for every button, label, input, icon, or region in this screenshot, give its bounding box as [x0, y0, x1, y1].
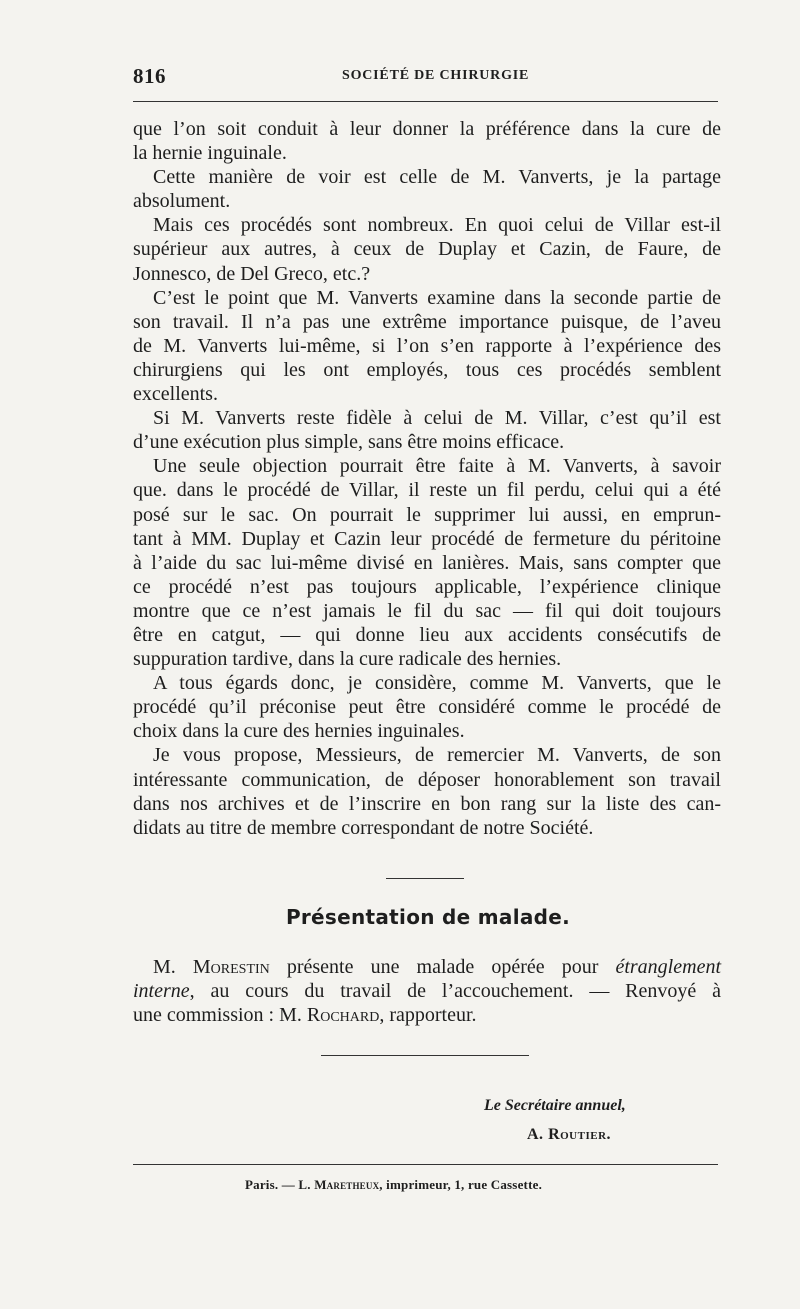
text-line: montre que ce n’est jamais le fil du sac — fil qui doit toujours [133, 599, 721, 622]
text-line: que l’on soit conduit à leur donner la préférence dans la cure de [133, 118, 721, 140]
section-title: Présentation de malade. [285, 905, 571, 929]
text-line: de M. Vanverts lui-même, si l’on s’en rapporte à l’expérience des [133, 334, 721, 357]
page-header [133, 64, 718, 92]
italic-term: interne [133, 980, 190, 1003]
text-line: procédé qu’il préconise peut être considéré comme le procédé de [133, 696, 721, 719]
text-line: C’est le point que M. Vanverts examine dans la seconde partie de [153, 286, 721, 309]
text-line: Si M. Vanverts reste fidèle à celui de M. Villar, c’est qu’il est [153, 407, 721, 430]
text-line: posé sur le sac. On pourrait le supprimer lui aussi, en emprun- [133, 503, 721, 526]
imprint-end: , imprimeur, 1, rue Cassette. [379, 1177, 543, 1192]
text-line [133, 955, 721, 979]
text-line [133, 1003, 721, 1027]
text-line: être en catgut, — qui donne lieu aux accidents consécutifs de [133, 623, 721, 646]
text-line: Une seule objection pourrait être faite à M. Vanverts, à savoir [153, 455, 721, 478]
text-line [133, 979, 721, 1003]
footer-rule [133, 1164, 718, 1165]
text-line: excellents. [133, 383, 218, 406]
text-line: supérieur aux autres, à ceux de Duplay et Cazin, de Faure, de [133, 238, 721, 261]
text-line: intéressante communication, de déposer honorablement son travail [133, 768, 721, 791]
header-rule [133, 101, 718, 102]
text-line: A tous égards donc, je considère, comme M. Vanverts, que le [153, 672, 721, 695]
page-number: 816 [133, 64, 166, 88]
text-line: didats au titre de membre correspondant de notre Société. [133, 816, 594, 839]
printer-imprint [245, 1177, 542, 1193]
text-line: chirurgiens qui les ont employés, tous ces procédés semblent [133, 358, 721, 381]
text-fragment: présente une malade opérée pour [269, 956, 616, 978]
section-divider [386, 878, 464, 879]
closing-divider [321, 1055, 529, 1056]
signature-initial: A. [527, 1126, 549, 1143]
text-line: à l’aide du sac lui-même divisé en lanières. Mais, sans compter que [133, 551, 721, 574]
text-fragment: M. [153, 956, 193, 978]
text-line: dans nos archives et de l’inscrire en bon rang sur la liste des can- [133, 792, 721, 815]
signature-name [527, 1126, 611, 1144]
italic-term: étranglement [615, 956, 721, 978]
signature-period: . [606, 1126, 612, 1143]
person-name: Rochard [306, 1004, 380, 1027]
report-text [133, 117, 721, 840]
imprint-start: Paris. — L. [245, 1177, 315, 1192]
text-fragment: , rapporteur. [379, 1004, 477, 1027]
text-line: choix dans la cure des hernies inguinales. [133, 720, 465, 743]
text-line: Jonnesco, de Del Greco, etc.? [133, 262, 371, 285]
running-head: SOCIÉTÉ DE CHIRURGIE [342, 68, 530, 83]
signature-surname: Routier [548, 1126, 607, 1143]
text-line: Je vous propose, Messieurs, de remercier M. Vanverts, de son [153, 744, 721, 767]
text-line: que. dans le procédé de Villar, il reste un fil perdu, celui qui a été [133, 479, 721, 502]
text-line: ce procédé n’est pas toujours applicable, l’expérience clinique [133, 575, 721, 598]
text-fragment: , au cours du travail de l’accouchement. — Renvoyé à [189, 980, 721, 1003]
text-line: Mais ces procédés sont nombreux. En quoi celui de Villar est-il [153, 214, 721, 237]
printer-name: Maretheux [314, 1177, 380, 1192]
text-line: son travail. Il n’a pas une extrême importance puisque, de l’aveu [133, 310, 721, 333]
signature-title: Le Secrétaire annuel, [484, 1097, 626, 1114]
text-fragment: une commission : M. [133, 1004, 307, 1027]
person-name: Morestin [192, 956, 270, 978]
text-line: la hernie inguinale. [133, 142, 287, 165]
text-line: tant à MM. Duplay et Cazin leur procédé de fermeture du péritoine [133, 527, 721, 550]
section-text [133, 955, 721, 1027]
text-line: suppuration tardive, dans la cure radicale des hernies. [133, 648, 562, 671]
text-line: absolument. [133, 190, 231, 213]
text-line: Cette manière de voir est celle de M. Vanverts, je la partage [153, 166, 721, 189]
text-line: d’une exécution plus simple, sans être moins efficace. [133, 431, 565, 454]
